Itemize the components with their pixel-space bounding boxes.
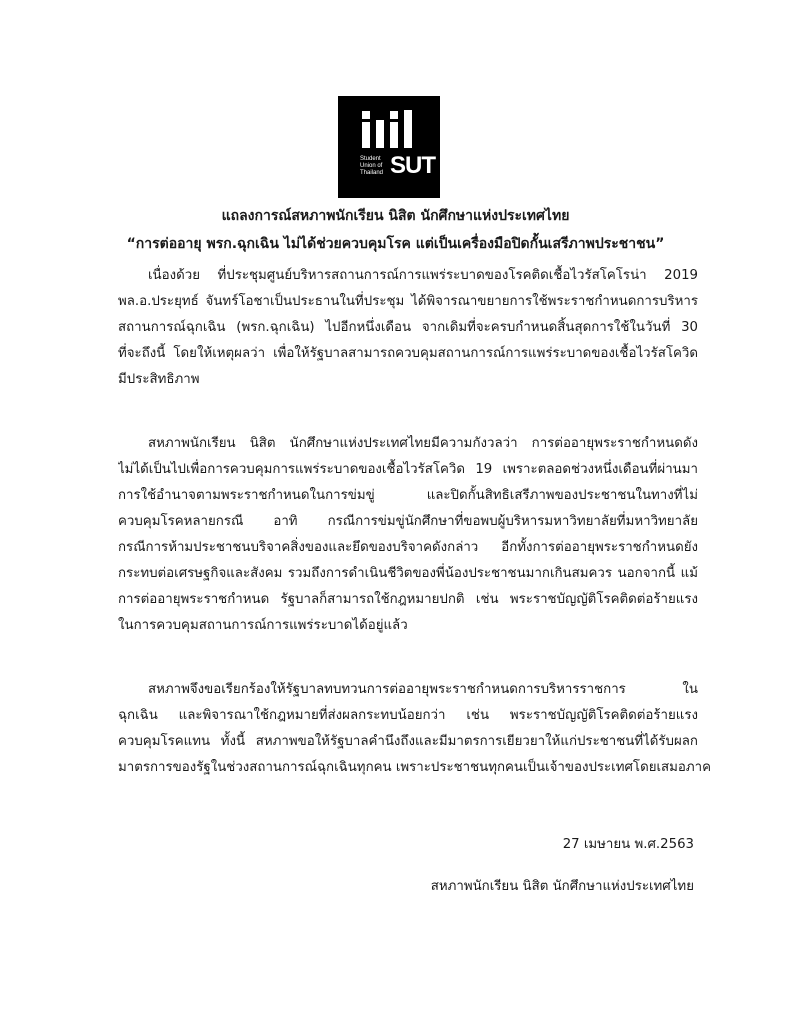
paragraph-line: ควบคุมโรคแทน ทั้งนี้ สหภาพขอให้รัฐบาลคำนึงถึงและมีมาตรการเยียวยาให้แก่ประชาชนที่ได้รับผลก <box>118 734 698 749</box>
paragraph-line: เนื่องด้วย ที่ประชุมศูนย์บริหารสถานการณ์การแพร่ระบาดของโรคติดเชื้อไวรัสโคโรน่า 2019 <box>148 268 698 283</box>
paragraph-line: ที่จะถึงนี้ โดยให้เหตุผลว่า เพื่อให้รัฐบาลสามารถควบคุมสถานการณ์การแพร่ระบาดของเชื้อไวรัสโควิด <box>118 346 698 361</box>
paragraph-2 <box>118 431 698 639</box>
paragraph-line: ฉุกเฉิน และพิจารณาใช้กฎหมายที่ส่งผลกระทบน้อยกว่า เช่น พระราชบัญญัติโรคติดต่อร้ายแรง <box>118 708 698 723</box>
paragraph-line: สหภาพนักเรียน นิสิต นักศึกษาแห่งประเทศไทยมีความกังวลว่า การต่ออายุพระราชกำหนดดัง <box>148 436 698 451</box>
sut-logo <box>338 96 440 198</box>
paragraph-line: ในการควบคุมสถานการณ์การแพร่ระบาดได้อยู่แล้ว <box>118 618 408 633</box>
document-subheading: “การต่ออายุ พรก.ฉุกเฉิน ไม่ได้ช่วยควบคุมโรค แต่เป็นเครื่องมือปิดกั้นเสรีภาพประชาชน” <box>126 236 665 252</box>
document-heading: แถลงการณ์สหภาพนักเรียน นิสิต นักศึกษาแห่งประเทศไทย <box>221 208 570 224</box>
paragraph-line: มีประสิทธิภาพ <box>118 372 200 387</box>
paragraph-line: กรณีการห้ามประชาชนบริจาคสิ่งของและยึดของบริจาคดังกล่าว อีกทั้งการต่ออายุพระราชกำหนดยัง <box>118 540 698 555</box>
paragraph-line: ควบคุมโรคหลายกรณี อาทิ กรณีการข่มขู่นักศึกษาที่ขอพบผู้บริหารมหาวิทยาลัยที่มหาวิทยาลัย <box>118 514 698 529</box>
paragraph-1 <box>118 263 698 393</box>
paragraph-line: สหภาพจึงขอเรียกร้องให้รัฐบาลทบทวนการต่ออายุพระราชกำหนดการบริหารราชการ ใน <box>148 682 698 697</box>
signature: สหภาพนักเรียน นิสิต นักศึกษาแห่งประเทศไทย <box>430 879 694 894</box>
paragraph-line: พล.อ.ประยุทธ์ จันทร์โอชาเป็นประธานในที่ประชุม ได้พิจารณาขยายการใช้พระราชกำหนดการบริหาร <box>118 294 698 309</box>
logo-mark-icon <box>338 96 440 198</box>
paragraph-line: กระทบต่อเศรษฐกิจและสังคม รวมถึงการดำเนินชีวิตของพี่น้องประชาชนมากเกินสมควร นอกจากนี้ แม้ <box>118 566 698 581</box>
logo-big-text: SUT <box>390 152 435 179</box>
document-date: 27 เมษายน พ.ศ.2563 <box>562 837 694 852</box>
paragraph-line: สถานการณ์ฉุกเฉิน (พรก.ฉุกเฉิน) ไปอีกหนึ่งเดือน จากเดิมที่จะครบกำหนดสิ้นสุดการใช้ในวันที่ 30 <box>118 320 698 335</box>
paragraph-3 <box>118 677 712 781</box>
paragraph-line: การต่ออายุพระราชกำหนด รัฐบาลก็สามารถใช้กฎหมายปกติ เช่น พระราชบัญญัติโรคติดต่อร้ายแรง <box>118 592 698 607</box>
logo-small-text: Student Union of Thailand <box>360 156 384 176</box>
paragraph-line: ไม่ได้เป็นไปเพื่อการควบคุมการแพร่ระบาดของเชื้อไวรัสโควิด 19 เพราะตลอดช่วงหนึ่งเดือนที่ผ่านมา <box>118 462 698 477</box>
paragraph-line: มาตรการของรัฐในช่วงสถานการณ์ฉุกเฉินทุกคน เพราะประชาชนทุกคนเป็นเจ้าของประเทศโดยเสมอภาค <box>118 760 712 775</box>
paragraph-line: การใช้อำนาจตามพระราชกำหนดในการข่มขู่ และปิดกั้นสิทธิเสรีภาพของประชาชนในทางที่ไม่ <box>118 488 698 503</box>
